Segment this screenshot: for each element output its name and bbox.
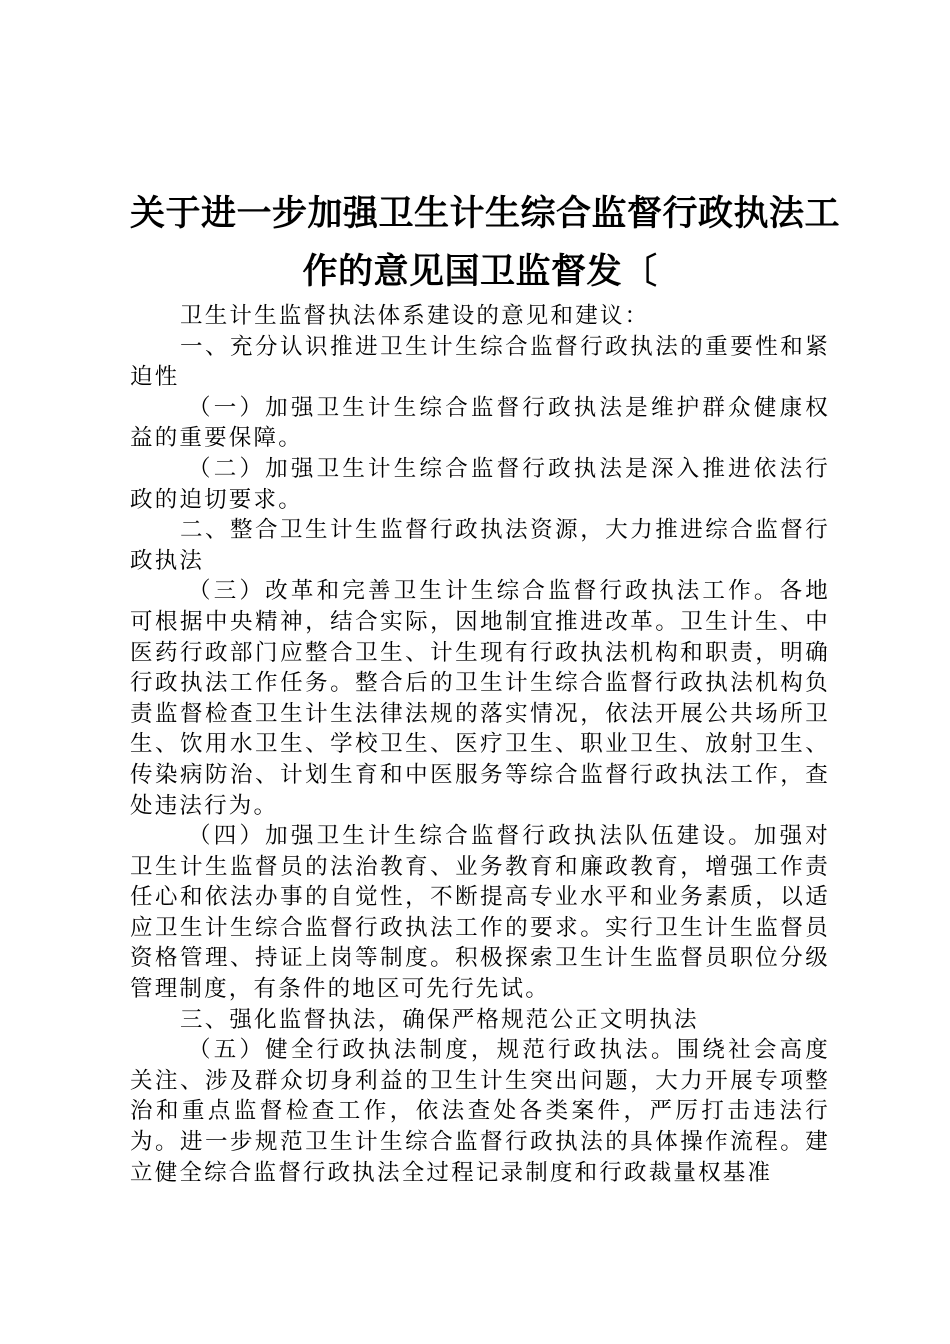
title-line-2: 作的意见国卫监督发〔: [302, 251, 658, 292]
section-heading-1: 一、充分认识推进卫生计生综合监督行政执法的重要性和紧迫性: [130, 333, 830, 391]
subsection-paragraph-5: （五）健全行政执法制度，规范行政执法。围绕社会高度关注、涉及群众切身利益的卫生计生突出问题，大力开展专项整治和重点监督检查工作，依法查处各类案件，严厉打击违法行为。进一步规范卫生计生综合监督行政执法的具体操作流程。建立健全综合监督行政执法全过程记录制度和行政裁量权基准: [130, 1037, 830, 1186]
subsection-paragraph-2: （二）加强卫生计生综合监督行政执法是深入推进依法行政的迫切要求。: [130, 455, 830, 513]
document-body: [130, 301, 830, 1188]
document-title: [130, 185, 841, 301]
subsection-paragraph-4: （四）加强卫生计生综合监督行政执法队伍建设。加强对卫生计生监督员的法治教育、业务教育和廉政教育，增强工作责任心和依法办事的自觉性，不断提高专业水平和业务素质，以适应卫生计生综合监督行政执法工作的要求。实行卫生计生监督员资格管理、持证上岗等制度。积极探索卫生计生监督员职位分级管理制度，有条件的地区可先行先试。: [130, 823, 830, 1003]
subsection-paragraph-3: （三）改革和完善卫生计生综合监督行政执法工作。各地可根据中央精神，结合实际，因地制宜推进改革。卫生计生、中医药行政部门应整合卫生、计生现有行政执法机构和职责，明确行政执法工作任务。整合后的卫生计生综合监督行政执法机构负责监督检查卫生计生法律法规的落实情况，依法开展公共场所卫生、饮用水卫生、学校卫生、医疗卫生、职业卫生、放射卫生、传染病防治、计划生育和中医服务等综合监督行政执法工作，查处违法行为。: [130, 578, 830, 819]
subsection-paragraph-1: （一）加强卫生计生综合监督行政执法是维护群众健康权益的重要保障。: [130, 394, 830, 452]
title-line-1: 关于进一步加强卫生计生综合监督行政执法工: [130, 193, 841, 234]
section-heading-3: 三、强化监督执法，确保严格规范公正文明执法: [180, 1006, 699, 1033]
section-heading-2: 二、整合卫生计生监督行政执法资源，大力推进综合监督行政执法: [130, 517, 830, 574]
document-page: [130, 185, 841, 1188]
lead-paragraph: 卫生计生监督执法体系建设的意见和建议：: [180, 303, 650, 329]
